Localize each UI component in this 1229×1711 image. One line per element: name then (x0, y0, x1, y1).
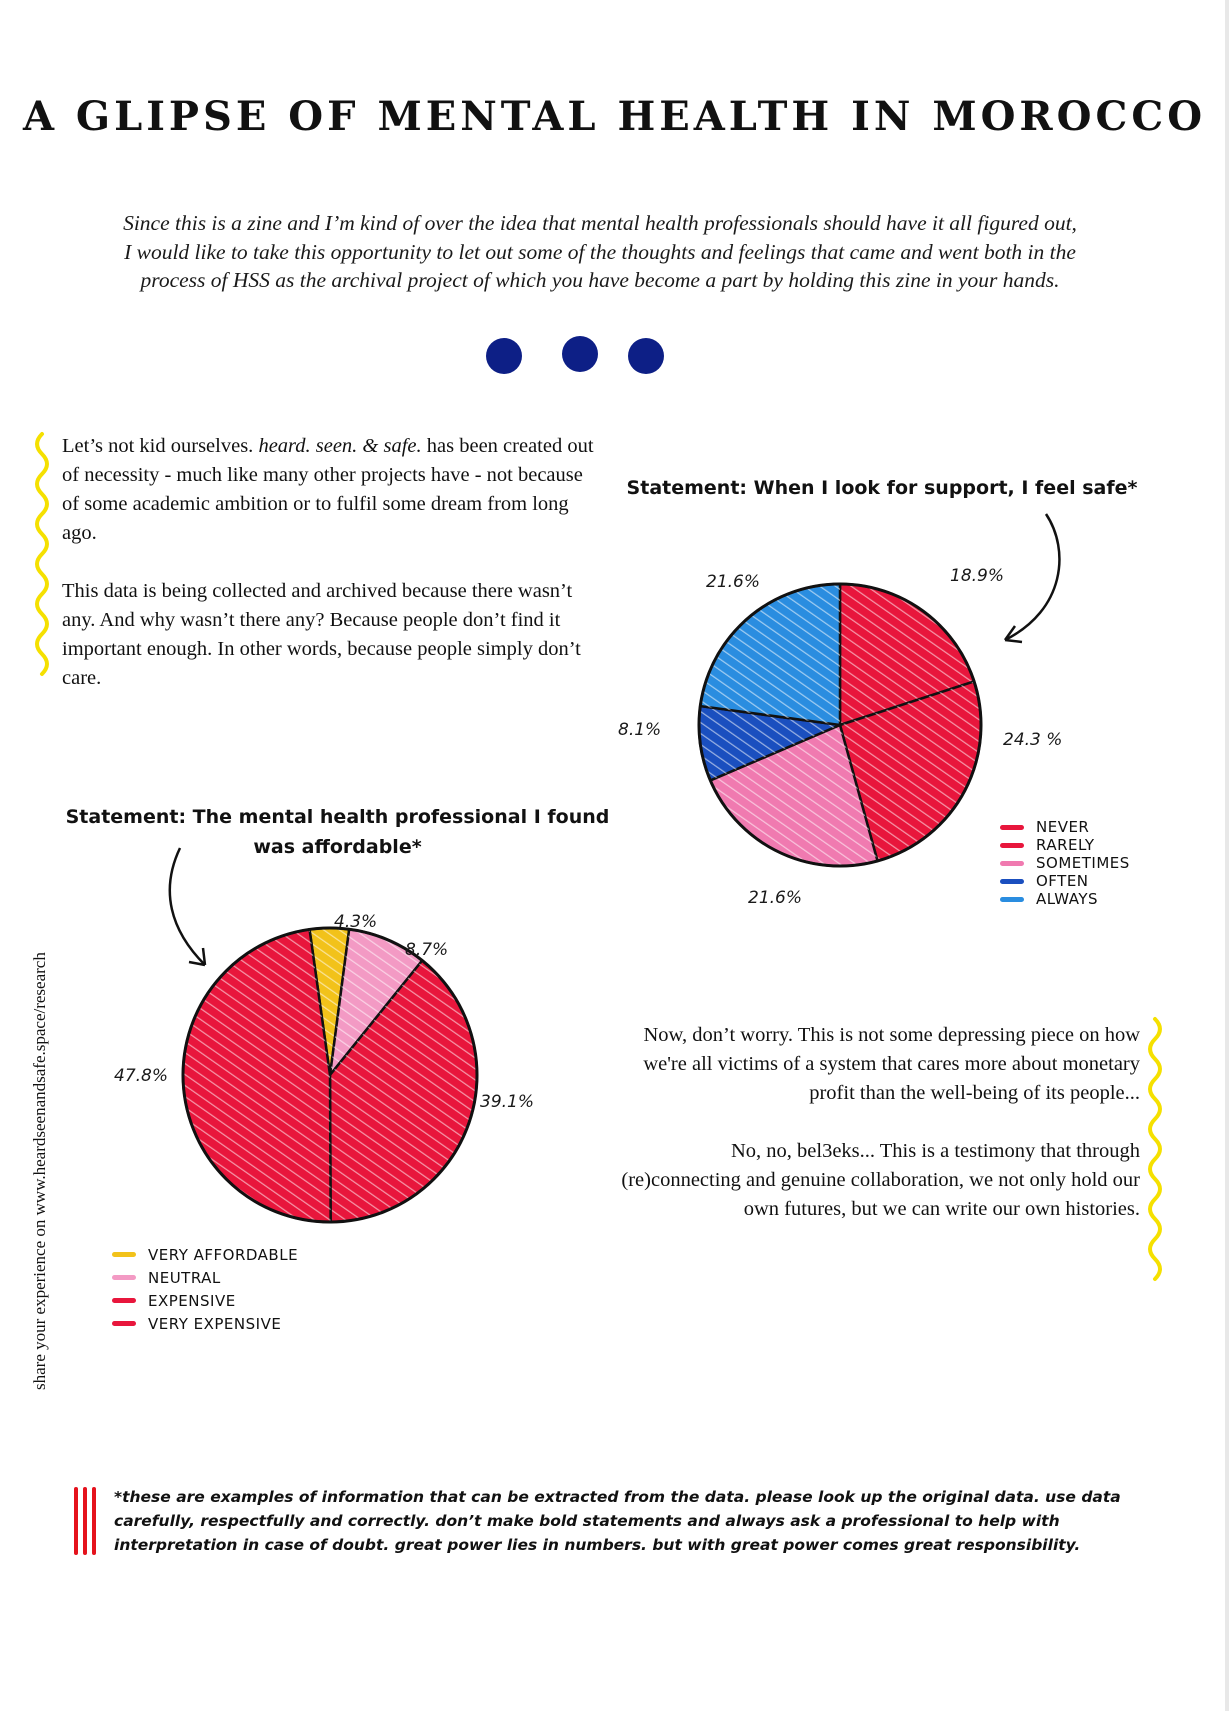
chart2-pie (100, 840, 560, 1260)
side-url-text: share your experience on www.heardseenandsafe.space/research (30, 952, 49, 1390)
swatch-icon (1000, 897, 1024, 902)
squiggle-right-icon (1143, 1015, 1167, 1285)
pie-slice-hatch (700, 584, 840, 725)
legend-item-expensive: EXPENSIVE (112, 1289, 298, 1312)
swatch-icon (1000, 879, 1024, 884)
legend-item-never: NEVER (1000, 818, 1130, 836)
chart1-label-sometimes: 21.6% (748, 888, 803, 908)
legend-item-sometimes: SOMETIMES (1000, 854, 1130, 872)
legend-item-very-affordable: VERY AFFORDABLE (112, 1243, 298, 1266)
chart1-label-rarely: 18.9% (950, 566, 1005, 586)
chart1-title: Statement: When I look for support, I feel safe* (626, 477, 1138, 499)
right-paragraph (620, 1021, 1140, 1224)
swatch-icon (1000, 843, 1024, 848)
right-paragraph-2: No, no, bel3eks... This is a testimony that through (re)connecting and genuine collaboration, we not only hold our own futures, but we can write our own histories. (621, 1140, 1140, 1220)
left-paragraph-1: Let’s not kid ourselves. heard. seen. & safe. has been created out of necessity - much like many other projects have - not because of some academic ambition or to fulfil some dream from long ago. (62, 435, 594, 544)
chart2-label-neutral: 8.7% (405, 940, 449, 960)
swatch-icon (1000, 861, 1024, 866)
swatch-icon (1000, 825, 1024, 830)
pie-slice-hatch (183, 929, 331, 1222)
chart1-label-never: 24.3 % (1003, 730, 1063, 750)
chart2-label-very-affordable: 4.3% (334, 912, 378, 932)
intro-text: Since this is a zine and I’m kind of over the idea that mental health professionals should have it all figured out, I would like to take this opportunity to let out some of the thoughts and feelings that came and went both in the process of HSS as the archival project of which you have become a part by holding this zine in your hands. (123, 211, 1077, 292)
swatch-icon (112, 1298, 136, 1303)
right-paragraph-1: Now, don’t worry. This is not some depressing piece on how we're all victims of a system that cares more about monetary profit than the well-being of its people... (643, 1024, 1140, 1104)
legend-item-often: OFTEN (1000, 872, 1130, 890)
disclaimer-text: *these are examples of information that can be extracted from the data. please look up the original data. use data carefully, respectfully and correctly. don’t make bold statements and always ask a professional to help with interpretation in case of doubt. great power lies in numbers. but with great power comes great responsibility. (114, 1488, 1121, 1554)
left-paragraph-2: This data is being collected and archived because there wasn’t any. And why wasn’t there any? Because people don’t find it important enough. In other words, because people simply don’t care. (62, 580, 581, 689)
squiggle-left-icon (30, 430, 54, 690)
chart2-title: Statement: The mental health professional I found was affordable* (65, 806, 610, 858)
dot-icon (486, 338, 522, 374)
legend-item-rarely: RARELY (1000, 836, 1130, 854)
dot-icon (628, 338, 664, 374)
chart1-legend (1000, 818, 1130, 908)
page-edge (1225, 0, 1229, 1711)
chart2-label-very-expensive: 47.8% (114, 1066, 169, 1086)
legend-item-neutral: NEUTRAL (112, 1266, 298, 1289)
chart1-label-always: 21.6% (706, 572, 761, 592)
dots-divider (480, 338, 680, 378)
left-paragraph (62, 432, 602, 693)
chart2-label-expensive: 39.1% (480, 1092, 535, 1112)
swatch-icon (112, 1321, 136, 1326)
swatch-icon (112, 1252, 136, 1257)
chart2-legend (112, 1243, 298, 1335)
page-title: A GLIPSE OF MENTAL HEALTH IN MOROCCO (22, 93, 1207, 140)
legend-item-always: ALWAYS (1000, 890, 1130, 908)
swatch-icon (112, 1275, 136, 1280)
dot-icon (562, 336, 598, 372)
brand-name: heard. seen. & safe. (258, 435, 422, 457)
disclaimer-bars-icon (74, 1487, 100, 1555)
legend-item-very-expensive: VERY EXPENSIVE (112, 1312, 298, 1335)
chart1-label-often: 8.1% (618, 720, 662, 740)
